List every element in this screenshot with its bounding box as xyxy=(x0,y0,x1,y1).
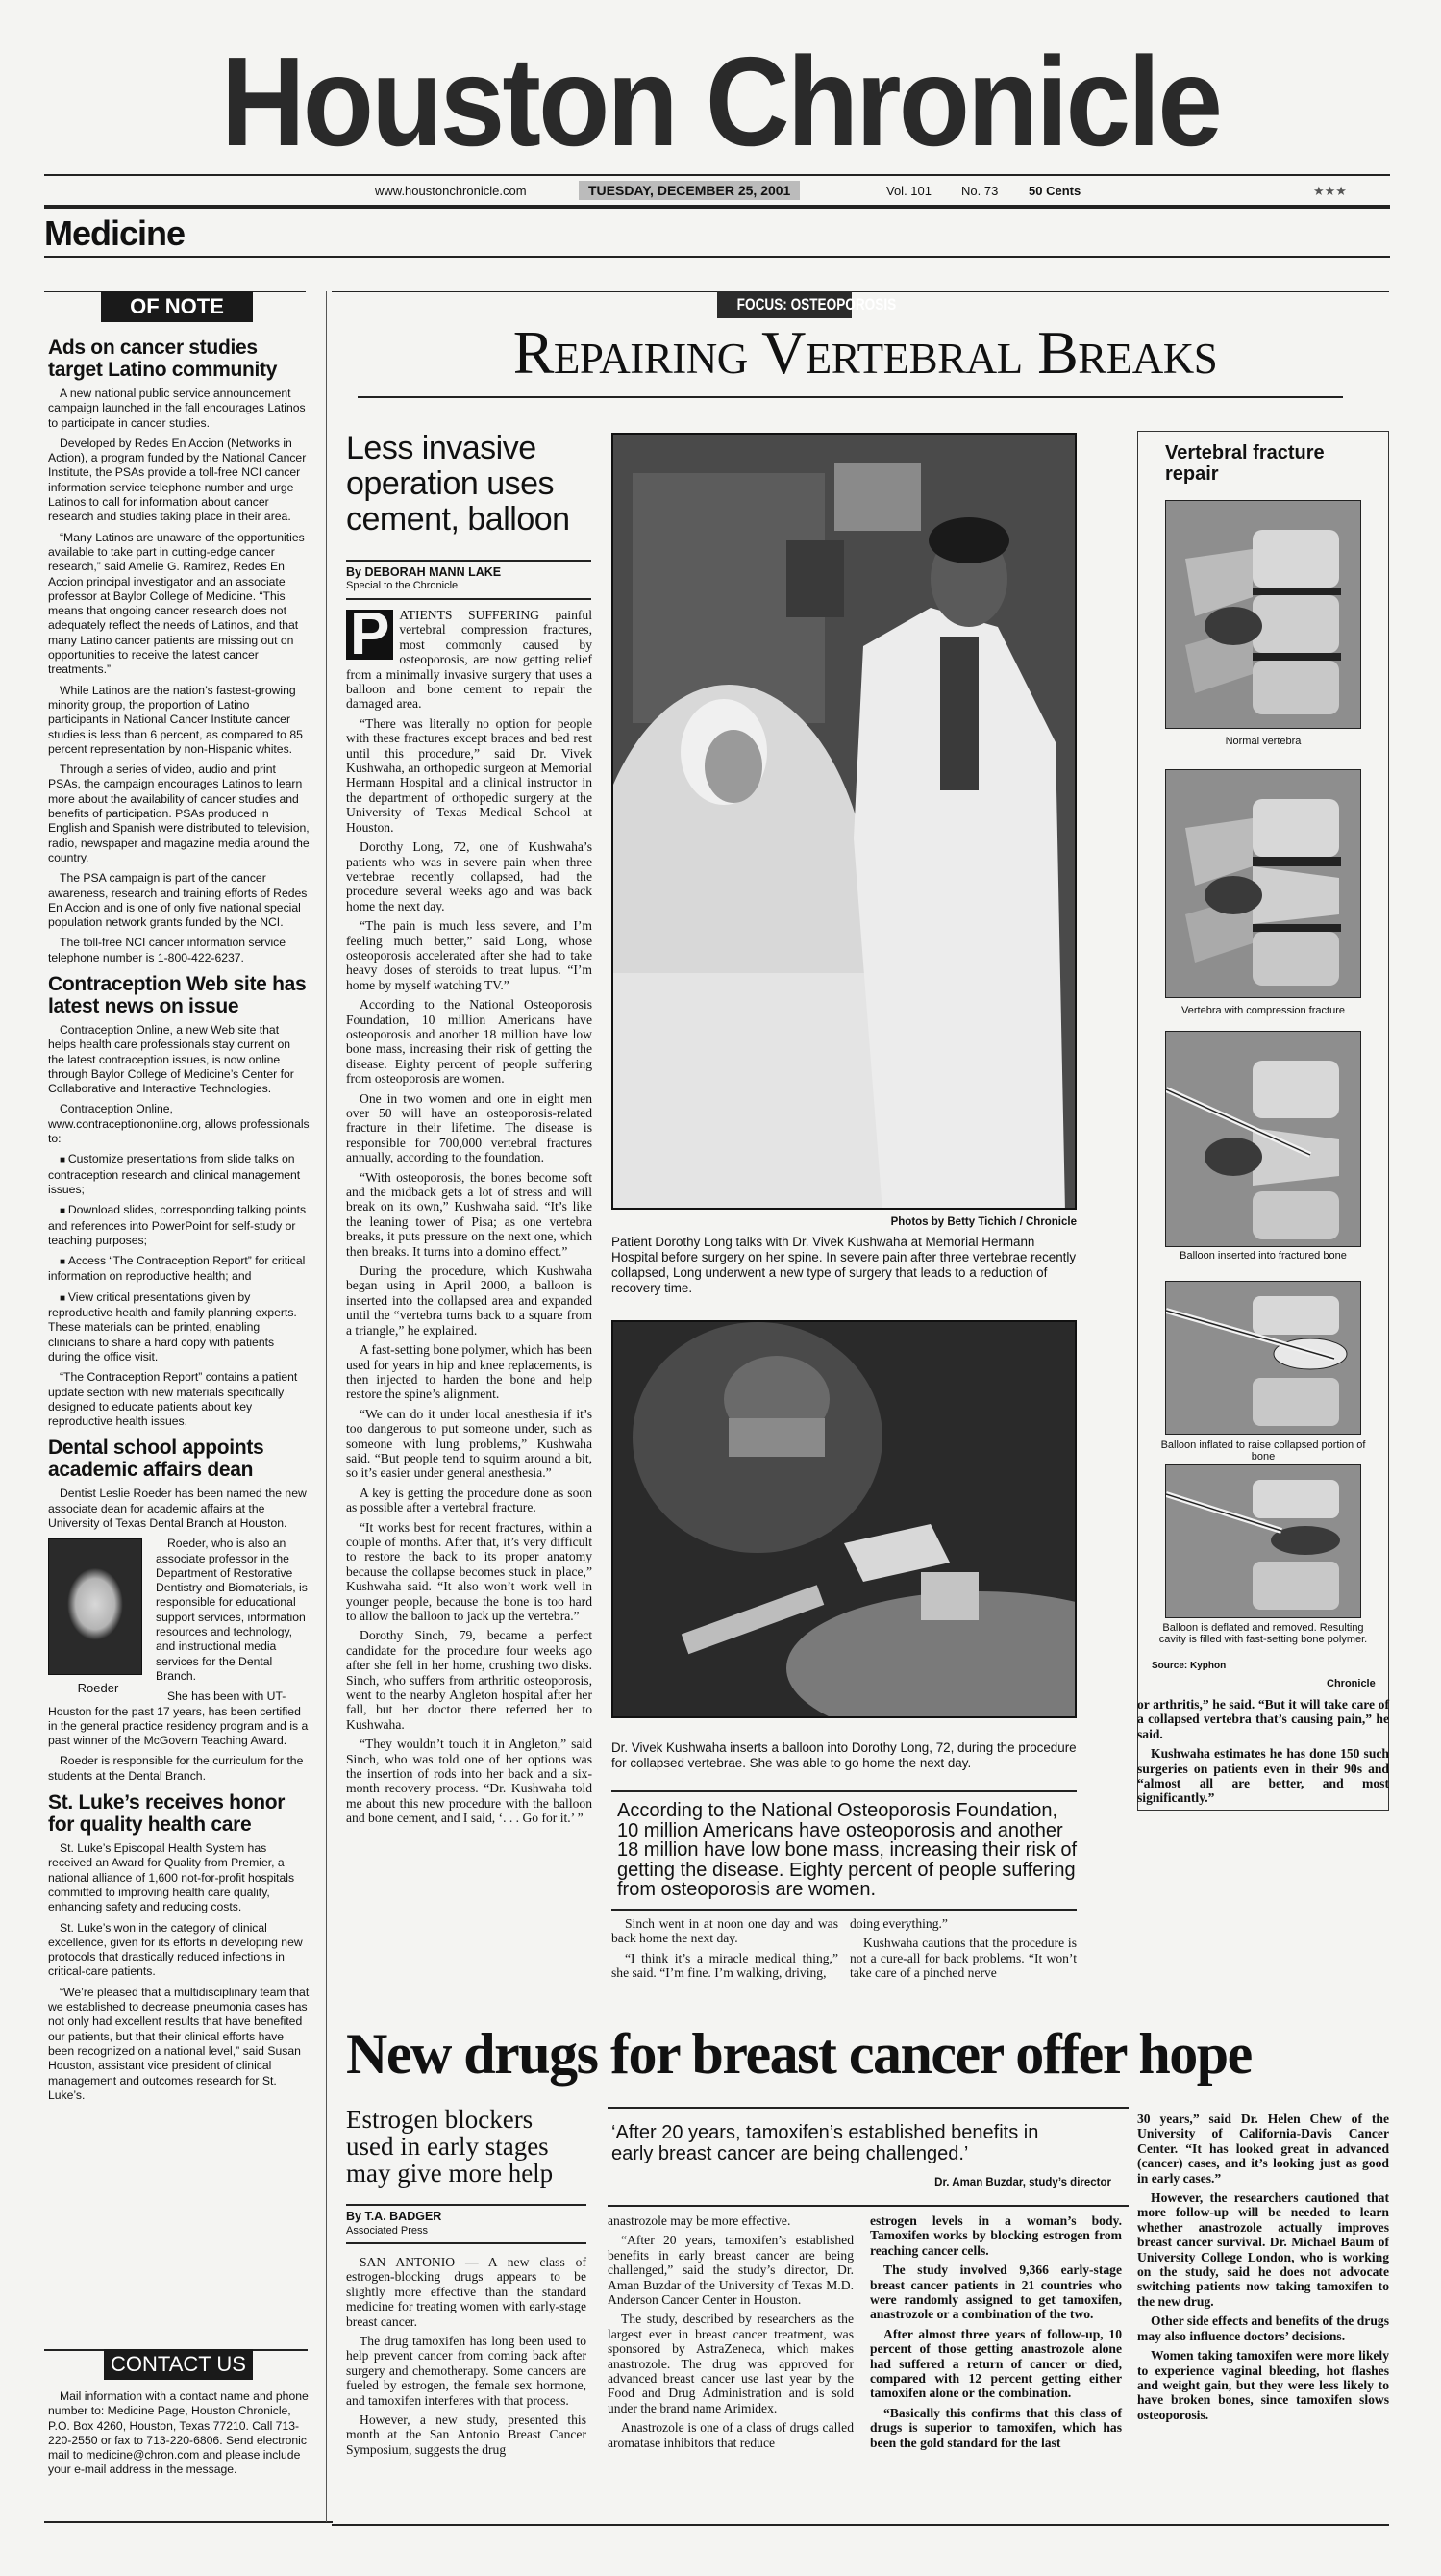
of-note-label: OF NOTE xyxy=(101,291,253,322)
section-title: Medicine xyxy=(44,213,186,253)
panel-caption: Balloon is deflated and removed. Resulting cavity is filled with fast-setting bone polymer. xyxy=(1158,1622,1368,1645)
panel-compression-fracture xyxy=(1165,769,1361,998)
photo-patient-with-doctor xyxy=(611,433,1077,1210)
body-paragraph: Kushwaha cautions that the procedure is not a cure-all for back problems. “It won’t take care of a pinched nerve xyxy=(850,1936,1077,1981)
body-paragraph: A key is getting the procedure done as soon as possible after a vertebral fracture. xyxy=(346,1485,592,1515)
body-paragraph: During the procedure, which Kushwaha began using in April 2000, a balloon is inserted into the collapsed area and expanded until the “vertebra turns back to a square from a triangle,” he explained. xyxy=(346,1263,592,1338)
photo-wrap xyxy=(48,1537,310,1754)
issue-date: TUESDAY, DECEMBER 25, 2001 xyxy=(579,181,800,200)
panel-balloon-inflated xyxy=(1165,1281,1361,1435)
byline-rule-bottom xyxy=(346,598,591,600)
body-paragraph: However, the researchers cautioned that more follow-up will be needed to learn whether anastrozole actually improves breast cancer survival. Dr. Michael Baum of University College London, who is working on the study, said he does not advocate switching patients now taking tamoxifen to the new drug. xyxy=(1137,2190,1389,2309)
body-paragraph: or arthritis,” he said. “But it will take care of a collapsed vertebra that’s causing pain,” he said. xyxy=(1137,1697,1389,1741)
panel-normal-vertebra xyxy=(1165,500,1361,729)
second-col4 xyxy=(1137,2112,1389,2427)
bullet-item: ■ Access “The Contraception Report” for critical information on reproductive health; and xyxy=(48,1254,310,1285)
story-paragraph: Developed by Redes En Accion (Networks in Action), a program funded by the National Cancer Institute, the PSAs provide a toll-free NCI cancer information service telephone number and urge Latinos to call for information about cancer research and studies taking place in their area. xyxy=(48,436,307,524)
feature-pull-quote: According to the National Osteoporosis Foundation, 10 million Americans have osteoporosis and another 18 million have low bone mass, increasing their risk of getting the disease. Eighty percent of people suffering from osteoporosis are women. xyxy=(617,1800,1077,1900)
panel-caption: Balloon inflated to raise collapsed portion of bone xyxy=(1160,1439,1366,1463)
focus-kicker xyxy=(717,291,897,318)
photo-surgery xyxy=(611,1320,1077,1718)
sidebar-story-contraception xyxy=(48,973,310,1429)
pullquote-rule-top xyxy=(611,1790,1077,1792)
drop-cap: P xyxy=(346,610,393,660)
page-bottom-rule xyxy=(332,2524,1389,2526)
body-paragraph: The drug tamoxifen has long been used to help prevent cancer from coming back after surgery and chemotherapy. Some cancers are fueled by estrogen, the female sex hormone, and tamoxifen interferes with that process. xyxy=(346,2334,586,2408)
edition-stars: ★★★ xyxy=(1313,184,1347,198)
story-paragraph: She has been with UT-Houston for the past 17 years, has been certified in the general practice residency program and is a past winner of the McGovern Teaching Award. xyxy=(48,1689,309,1748)
body-paragraph: Sinch went in at noon one day and was back home the next day. xyxy=(611,1916,838,1946)
newspaper-masthead: Houston Chronicle xyxy=(220,31,1221,172)
body-paragraph: Anastrozole is one of a class of drugs called aromatase inhibitors that reduce xyxy=(608,2420,854,2450)
feature-byline: By DEBORAH MANN LAKE xyxy=(346,565,502,579)
panel-caption: Normal vertebra xyxy=(1225,736,1302,747)
body-paragraph: Other side effects and benefits of the drugs may also influence doctors’ decisions. xyxy=(1137,2313,1389,2343)
body-paragraph: “Basically this confirms that this class of drugs is superior to tamoxifen, which has been the gold standard for the last xyxy=(870,2405,1122,2450)
photo-illustration xyxy=(613,1322,1077,1718)
second-col2 xyxy=(608,2213,854,2455)
body-paragraph: “We can do it under local anesthesia if it’s too dangerous to put someone under, such as someone with lung problems,” Kushwaha said. “But people tend to squirm around a bit, so it’s easier under general anesthesia.” xyxy=(346,1406,592,1481)
body-paragraph: estrogen levels in a woman’s body. Tamoxifen works by blocking estrogen from reaching cancer cells. xyxy=(870,2213,1122,2258)
body-paragraph: “It works best for recent fractures, within a couple of months. After that, it’s very difficult to restore the back to its proper anatomy because the collapse becomes stuck in place,” Kushwaha said. “It also won’t work well in younger people, because the bone is too hard to allow the balloon to jack up the vertebra.” xyxy=(346,1519,592,1623)
story-paragraph: “We’re pleased that a multidisciplinary team that we established to decrease pneumonia cases has not only had excellent results that have benefited our patients, but that their clinical efforts have been recognized on a national level,” said Susan Houston, assistant vice president of clinical management and outcomes research for St. Luke’s. xyxy=(48,1985,310,2102)
section-rule xyxy=(44,256,1390,258)
price: 50 Cents xyxy=(1029,184,1081,198)
story-paragraph: Contraception Online, a new Web site that helps health care professionals stay current on the latest contraception issues, is now online through Baylor College of Medicine’s Center for Collaborative and Interactive Technologies. xyxy=(48,1022,294,1096)
contact-us-label: CONTACT US xyxy=(104,2349,253,2380)
second-byline: By T.A. BADGER xyxy=(346,2210,442,2223)
headshot-figure xyxy=(48,1538,148,1695)
headline-rule xyxy=(358,396,1343,398)
story-paragraph: The toll-free NCI cancer information service telephone number is 1-800-422-6237. xyxy=(48,936,286,964)
body-paragraph: The study, described by researchers as the largest ever in breast cancer treatment, was sponsored by AstraZeneca, which makes anastrozole. The drug was approved for advanced breast cancer use last year by the Food and Drug Administration and is sold under the brand name Arimidex. xyxy=(608,2312,854,2415)
dateline-bar xyxy=(0,181,1441,202)
sidebar-story-st-lukes xyxy=(48,1791,310,2103)
story-paragraph: “Many Latinos are unaware of the opportunities available to take part in cutting-edge cancer research,” said Amelie G. Ramirez, Redes En Accion principal investigator and an associate professor at Baylor College of Medicine. “This means that ongoing cancer research does not adequately reflect the needs of Latinos, and that many Latino cancer patients are missing out on opportunities to receive the latest cancer treatments.” xyxy=(48,530,305,677)
lead-text: ATIENTS SUFFERING painful vertebral compression fractures, most commonly caused by osteoporosis, are now getting relief from a minimally invasive surgery that uses a balloon and bone cement to repair the damaged area. xyxy=(346,608,592,712)
cavity-filled-icon xyxy=(1166,1465,1361,1618)
sidebar-story-dental-dean xyxy=(48,1437,310,1784)
story-paragraph: Dentist Leslie Roeder has been named the new associate dean for academic affairs at the University of Texas Dental Branch at Houston. xyxy=(48,1487,307,1530)
body-paragraph: Kushwaha estimates he has done 150 such surgeries on patients even in their 90s and “almost all are better, and most significantly.” xyxy=(1137,1746,1389,1806)
story-paragraph: “The Contraception Report” contains a patient update section with new materials specifically designed to educate patients about key reproductive health issues. xyxy=(48,1370,298,1429)
second-headline: New drugs for breast cancer offer hope xyxy=(346,2022,1252,2086)
issue-number: No. 73 xyxy=(961,184,999,198)
story-headline: Contraception Web site has latest news on issue xyxy=(48,972,307,1017)
story-paragraph: While Latinos are the nation’s fastest-growing minority group, the proportion of Latino participants in National Cancer Institute cancer studies is less than 6 percent, as compared to 85 percent representation by non-Hispanic whites. xyxy=(48,683,303,756)
second-subhead: Estrogen blockers used in early stages may give more help xyxy=(346,2105,554,2188)
byline-rule-top xyxy=(346,2204,586,2206)
feature-body-column xyxy=(346,601,592,1831)
roeder-headshot xyxy=(48,1538,142,1675)
feature-continuation-col2 xyxy=(850,1916,1077,1986)
story-paragraph: St. Luke’s Episcopal Health System has received an Award for Quality from Premier, a national alliance of 1,600 not-for-profit hospitals committed to improving health care quality, enhancing safety and reducing costs. xyxy=(48,1841,295,1914)
body-paragraph: “The pain is much less severe, and I’m feeling much better,” said Long, whose osteoporosis accelerated after she had to take heavy doses of steroids to treat lupus. “I’m home by myself watching TV.” xyxy=(346,918,592,992)
body-paragraph: After almost three years of follow-up, 10 percent of those getting anastrozole alone had suffered a return of cancer or died, compared with 12 percent getting either tamoxifen alone or the combination. xyxy=(870,2326,1122,2401)
contact-bottom-rule xyxy=(44,2521,333,2523)
body-paragraph: “There was literally no option for people with these fractures except braces and bed rest until this procedure,” said Dr. Vivek Kushwaha, an orthopedic surgeon at Memorial Hermann Hospital and a clinical instructor in the department of orthopedic surgery at the University of Texas Medical School at Houston. xyxy=(346,715,592,835)
second-byline-org: Associated Press xyxy=(346,2225,428,2237)
pullquote-rule-bottom xyxy=(611,1909,1077,1911)
body-paragraph: The study involved 9,366 early-stage breast cancer patients in 21 countries who were randomly assigned to get tamoxifen, anastrozole or a combination of the two. xyxy=(870,2263,1122,2322)
body-paragraph: “I think it’s a miracle medical thing,” she said. “I’m fine. I’m walking, driving, xyxy=(611,1950,838,1981)
body-paragraph: anastrozole may be more effective. xyxy=(608,2213,791,2228)
body-paragraph: A fast-setting bone polymer, which has been used for years in hip and knee replacements, is then injected to harden the bone and help restore the spine’s alignment. xyxy=(346,1342,592,1402)
bullet-item: ■ View critical presentations given by reproductive health and family planning experts. These materials can be printed, enabling clinicians to share a hard copy with patients during the office visit. xyxy=(48,1290,310,1364)
body-paragraph: Dorothy Long, 72, one of Kushwaha’s patients who was in severe pain when three vertebrae recently collapsed, had the procedure several weeks ago and was back home the next day. xyxy=(346,839,592,913)
body-paragraph: Women taking tamoxifen were more likely to experience vaginal bleeding, hot flashes and weight gain, but they were less likely to have broken bones, since tamoxifen slows osteoporosis. xyxy=(1137,2348,1389,2422)
masthead-rule-bottom xyxy=(44,205,1390,209)
pull-quote-attribution: Dr. Aman Buzdar, study’s director xyxy=(934,2177,1111,2188)
vertebra-icon xyxy=(1166,501,1361,729)
panel-caption: Balloon inserted into fractured bone xyxy=(1180,1250,1347,1262)
photo-illustration xyxy=(613,435,1077,1210)
photo2-caption: Dr. Vivek Kushwaha inserts a balloon into Dorothy Long, 72, during the procedure for collapsed vertebrae. She was able to go home the next day. xyxy=(611,1740,1077,1770)
story-paragraph: Through a series of video, audio and print PSAs, the campaign encourages Latinos to learn more about the availability of cancer studies and benefits of participation. PSAs produced in English and Spanish were distributed to television, radio, newspaper and magazine media around the country. xyxy=(48,763,310,864)
story-paragraph: Contraception Online, www.contraceptiononline.org, allows professionals to: xyxy=(48,1102,310,1146)
headshot-caption: Roeder xyxy=(77,1681,119,1696)
feature-continuation-col3 xyxy=(1137,1697,1389,1811)
story-paragraph: Roeder, who is also an associate professor in the Department of Restorative Dentistry and Biomaterials, is responsible for educational support services, information resources and technology, and instructional media services for the Dental Branch. xyxy=(156,1537,308,1683)
body-paragraph: One in two women and one in eight men over 50 will have an osteoporosis-related fracture in their lifetime. The disease is responsible for 700,000 vertebral fractures annually, according to the foundation. xyxy=(346,1090,592,1165)
body-paragraph: doing everything.” xyxy=(850,1916,948,1931)
pullquote-rule-top xyxy=(608,2107,1129,2109)
masthead-rule-top xyxy=(44,174,1390,176)
sidebar-story-latino-ads xyxy=(48,337,310,965)
story-paragraph: St. Luke’s won in the category of clinical excellence, given for its efforts in developing new protocols that drastically reduced infections in critical-care patients. xyxy=(48,1920,303,1979)
feature-headline: Repairing Vertebral Breaks xyxy=(512,318,1218,387)
panel-balloon-inserted xyxy=(1165,1031,1361,1247)
column-divider xyxy=(326,291,327,2522)
focus-kicker-text: FOCUS: OSTEOPOROSIS xyxy=(736,295,897,313)
second-col3 xyxy=(870,2213,1122,2455)
body-paragraph: “After 20 years, tamoxifen’s established benefits in early breast cancer are being challenged,” said the study’s director, Dr. Aman Buzdar of the University of Texas M.D. Anderson Cancer Center in Houston. xyxy=(608,2233,854,2308)
feature-byline-org: Special to the Chronicle xyxy=(346,580,459,591)
website-url[interactable]: www.houstonchronicle.com xyxy=(375,184,527,198)
balloon-inserted-icon xyxy=(1166,1032,1361,1247)
body-paragraph: SAN ANTONIO — A new class of estrogen-blocking drugs appears to be slightly more effective than the standard medicine for treating women with early-stage breast cancer. xyxy=(346,2255,586,2329)
graphic-source: Source: Kyphon xyxy=(1152,1661,1227,1671)
feature-continuation-col1 xyxy=(611,1916,838,1986)
lead-paragraph xyxy=(346,601,592,712)
fractured-vertebra-icon xyxy=(1166,770,1361,998)
balloon-inflated-icon xyxy=(1166,1282,1361,1435)
sidebar-stories xyxy=(48,329,310,2109)
feature-subhead: Less invasive operation uses cement, balloon xyxy=(346,430,570,538)
second-col1 xyxy=(346,2255,586,2462)
bullet-item: ■ Customize presentations from slide talks on contraception research and clinical management issues; xyxy=(48,1152,310,1197)
story-paragraph: A new national public service announcement campaign launched in the fall encourages Latinos to participate in cancer studies. xyxy=(48,387,306,430)
photo1-caption: Patient Dorothy Long talks with Dr. Vivek Kushwaha at Memorial Hermann Hospital before surgery on her spine. In severe pain after three vertebrae recently collapsed, Long underwent a new type of surgery that leads to a reduction of recovery time. xyxy=(611,1235,1077,1295)
bullet-item: ■ Download slides, corresponding talking points and references into PowerPoint for self-study or teaching purposes; xyxy=(48,1203,310,1248)
graphic-title: Vertebral fracture repair xyxy=(1165,442,1325,485)
body-paragraph: 30 years,” said Dr. Helen Chew of the University of California-Davis Cancer Center. “It has looked great in advanced (cancer) cases, and it’s looking just as good in early cases.” xyxy=(1137,2112,1389,2186)
panel-cavity-filled xyxy=(1165,1464,1361,1618)
pullquote-rule-bottom xyxy=(608,2205,1129,2207)
story-headline: Ads on cancer studies target Latino community xyxy=(48,337,278,381)
panel-caption: Vertebra with compression fracture xyxy=(1181,1005,1345,1016)
body-paragraph: “They wouldn’t touch it in Angleton,” said Sinch, who was told one of her options was the insertion of rods into her back and a six-month recovery process. “Dr. Kushwaha told me about this new procedure with the balloon and bone cement, and I said, ‘. . . Go for it.’ ” xyxy=(346,1737,592,1826)
body-paragraph: According to the National Osteoporosis Foundation, 10 million Americans have osteoporosis and another 18 million have low bone mass, increasing their risk of getting the disease. Eighty percent of people suffering from osteoporosis are women. xyxy=(346,997,592,1087)
photo-credit: Photos by Betty Tichich / Chronicle xyxy=(890,1216,1077,1228)
second-pull-quote: ‘After 20 years, tamoxifen’s established benefits in early breast cancer are being challenged.’ xyxy=(611,2122,1039,2164)
byline-rule-top xyxy=(346,560,591,562)
volume-number: Vol. 101 xyxy=(886,184,932,198)
body-paragraph: However, a new study, presented this month at the San Antonio Breast Cancer Symposium, suggests the drug xyxy=(346,2413,586,2457)
story-paragraph: The PSA campaign is part of the cancer awareness, research and training efforts of Redes En Accion and is one of only five national special population network grants funded by the NCI. xyxy=(48,871,308,930)
graphic-credit: Chronicle xyxy=(1327,1678,1376,1689)
byline-rule-bottom xyxy=(346,2242,586,2244)
contact-info: Mail information with a contact name and phone number to: Medicine Page, Houston Chronicle, P.O. Box 4260, Houston, Texas 77210. Call 713-220-2550 or fax to 713-220-6806. Send electronic mail to medicine@chron.com and please include your e-mail address in the message. xyxy=(48,2389,309,2477)
story-paragraph: Roeder is responsible for the curriculum for the students at the Dental Branch. xyxy=(48,1754,304,1783)
story-headline: Dental school appoints academic affairs dean xyxy=(48,1437,264,1482)
body-paragraph: “With osteoporosis, the bones become soft and the midback gets a lot of stress and will break on its own,” Kushwaha said. “It’s like the leaning tower of Pisa; as one vertebra breaks, it puts pressure on the next one, which then breaks. It turns into a domino effect.” xyxy=(346,1169,592,1259)
story-headline: St. Luke’s receives honor for quality health care xyxy=(48,1791,286,1837)
body-paragraph: Dorothy Sinch, 79, became a perfect candidate for the procedure four weeks ago after she fell in her home, crushing two disks. Sinch, who suffers from arthritic osteoporosis, went to the nearby Angleton hospital after her fall, but her doctor there referred her to Kushwaha. xyxy=(346,1628,592,1732)
